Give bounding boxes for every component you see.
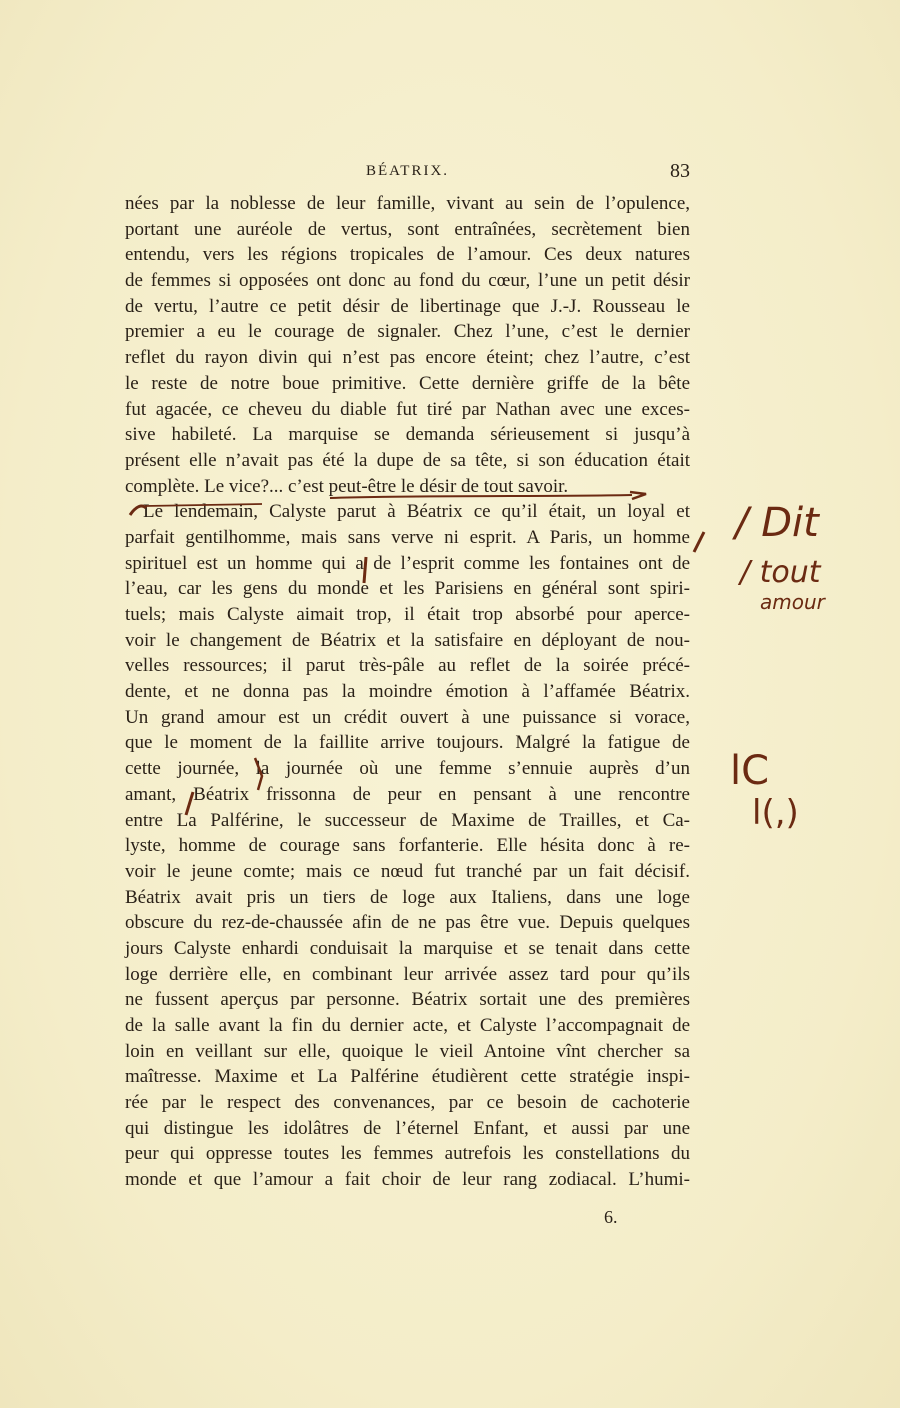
text-line: parfait gentilhomme, mais sans verve ni esprit. A Paris, un homme (125, 526, 690, 548)
text-line: rée par le respect des convenances, par ce besoin de cachoterie (125, 1092, 690, 1114)
text-line: jours Calyste enhardi conduisait la marquise et se tenait dans cette (125, 937, 690, 959)
text-line: spirituel est un homme qui a de l’esprit comme les fontaines ont de (125, 552, 690, 574)
text-line: qui distingue les idolâtres de l’éternel Enfant, et aussi par une (125, 1117, 690, 1139)
margin-note-tout: / tout (740, 555, 821, 590)
text-line: l’eau, car les gens du monde et les Parisiens en général sont spiri- (125, 578, 690, 600)
text-line: obscure du rez-de-chaussée afin de ne pas être vue. Depuis quelques (125, 912, 690, 934)
text-line: de femmes si opposées ont donc au fond du cœur, l’une un petit désir (125, 270, 690, 292)
text-line: peur qui oppresse toutes les femmes autrefois les constellations du (125, 1143, 690, 1165)
text-line: tuels; mais Calyste aimait trop, il était trop absorbé pour aperce- (125, 604, 690, 625)
text-line: que le moment de la faillite arrive toujours. Malgré la fatigue de (125, 732, 690, 754)
text-line: reflet du rayon divin qui n’est pas encore éteint; chez l’autre, c’est (125, 347, 690, 369)
text-line: entendu, vers les régions tropicales de l’amour. Ces deux natures (125, 244, 690, 266)
text-line: maîtresse. Maxime et La Palférine étudièrent cette stratégie inspi- (125, 1066, 690, 1088)
text-line: nées par la noblesse de leur famille, vivant au sein de l’opulence, (125, 193, 690, 214)
text-line: velles ressources; il parut très-pâle au reflet de la soirée précé- (125, 655, 690, 677)
text-line: de vertu, l’autre ce petit désir de libertinage que J.-J. Rousseau le (125, 295, 690, 317)
text-line: voir le changement de Béatrix et la satisfaire en déployant de nou- (125, 629, 690, 651)
margin-note-dit: / Dit (735, 500, 819, 546)
margin-note-amour: amour (760, 590, 825, 614)
text-line: de la salle avant la fin du dernier acte, et Calyste l’accompagnait de (125, 1015, 690, 1036)
text-line: Béatrix avait pris un tiers de loge aux Italiens, dans une loge (125, 886, 690, 908)
text-line: présent elle n’avait pas été la dupe de sa tête, si son éducation était (125, 449, 690, 471)
slash-mark (694, 532, 704, 552)
page-number: 83 (670, 160, 690, 182)
text-line: sive habileté. La marquise se demanda sérieusement si jusqu’à (125, 424, 690, 446)
text-line: le reste de notre boue primitive. Cette dernière griffe de la bête (125, 372, 690, 394)
text-line: Le lendemain, Calyste parut à Béatrix ce qu’il était, un loyal et (143, 501, 690, 523)
text-line: loge derrière elle, en combinant leur arrivée assez tard pour qu’ils (125, 963, 690, 985)
text-line: entre La Palférine, le successeur de Maxime de Trailles, et Ca- (125, 809, 690, 831)
margin-note-lc: lC (730, 748, 770, 794)
page-header (125, 160, 690, 186)
text-line: loin en veillant sur elle, quoique le vieil Antoine vînt chercher sa (125, 1040, 690, 1062)
text-line: monde et que l’amour a fait choir de leur rang zodiacal. L’humi- (125, 1169, 690, 1191)
body-text (125, 191, 690, 1193)
margin-note-bracket: l(,) (752, 793, 799, 833)
text-line: fut agacée, ce cheveu du diable fut tiré par Nathan avec une exces- (125, 398, 690, 420)
text-line: lyste, homme de courage sans forfanterie. Elle hésita donc à re- (125, 835, 690, 857)
text-line: premier a eu le courage de signaler. Chez l’une, c’est le dernier (125, 321, 690, 343)
text-line: complète. Le vice?... c’est peut-être le désir de tout savoir. (125, 475, 569, 497)
text-line: amant, Béatrix frissonna de peur en pensant à une rencontre (125, 783, 690, 805)
text-line: dente, et ne donna pas la moindre émotion à l’affamée Béatrix. (125, 681, 690, 703)
text-line: voir le jeune comte; mais ce nœud fut tranché par un fait décisif. (125, 860, 690, 882)
text-line: ne fussent aperçus par personne. Béatrix sortait une des premières (125, 989, 690, 1011)
text-line: cette journée, la journée où une femme s’ennuie auprès d’un (125, 758, 690, 780)
running-title: BÉATRIX. (365, 163, 450, 179)
text-line: Un grand amour est un crédit ouvert à une puissance si vorace, (125, 706, 690, 728)
text-line: portant une auréole de vertus, sont entraînées, secrètement bien (125, 218, 690, 240)
signature-mark: 6. (604, 1207, 618, 1227)
